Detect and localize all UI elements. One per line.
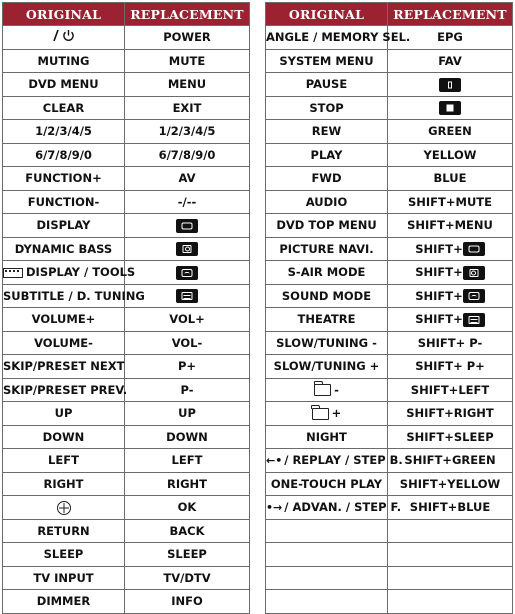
replacement-label: SHIFT+	[415, 265, 463, 279]
original-cell	[3, 96, 125, 120]
original-cell	[266, 120, 388, 144]
original-cell	[266, 26, 411, 50]
screen-key-icon	[463, 242, 485, 256]
replacement-cell	[125, 355, 250, 379]
header-replacement: REPLACEMENT	[388, 3, 513, 26]
replacement-cell	[125, 96, 250, 120]
replacement-label: SHIFT+	[415, 288, 463, 303]
table-row	[266, 590, 513, 614]
original-cell	[266, 73, 388, 97]
text-key-icon	[176, 289, 198, 303]
replacement-label: SHIFT+	[415, 312, 463, 326]
original-label: VOLUME+	[31, 312, 96, 327]
original-label: SLOW/TUNING +	[273, 359, 380, 374]
replacement-cell	[125, 543, 250, 567]
original-cell	[3, 519, 125, 543]
original-cell	[266, 261, 388, 285]
original-cell	[3, 308, 125, 332]
original-label: DYNAMIC BASS	[14, 241, 113, 256]
original-cell	[266, 425, 388, 449]
replacement-cell	[125, 190, 250, 214]
original-cell	[266, 49, 388, 73]
power-icon	[53, 29, 75, 45]
replacement-label: MENU	[167, 77, 207, 92]
replacement-cell	[388, 331, 513, 355]
replacement-cell	[125, 237, 250, 261]
replacement-cell	[125, 73, 250, 97]
original-label: FUNCTION+	[25, 171, 102, 186]
replacement-label: SHIFT+ P+	[415, 359, 485, 374]
original-label: NIGHT	[306, 429, 347, 444]
original-cell	[266, 496, 402, 520]
original-cell	[3, 120, 125, 144]
original-cell	[266, 590, 388, 614]
replacement-label: -/--	[177, 194, 197, 209]
original-cell	[3, 167, 125, 191]
folder-icon	[314, 384, 331, 396]
original-cell	[266, 566, 388, 590]
table-row	[3, 519, 250, 543]
original-cell	[266, 143, 388, 167]
replacement-label: SHIFT+	[415, 241, 463, 256]
original-label: PICTURE NAVI.	[279, 241, 374, 256]
original-label: THEATRE	[297, 312, 356, 327]
replacement-label: P+	[177, 359, 197, 374]
table-row	[266, 378, 513, 402]
original-label: REW	[311, 124, 342, 139]
original-label: / ADVAN. / STEP F.	[284, 500, 402, 515]
replacement-cell	[388, 425, 513, 449]
replacement-cell	[388, 143, 513, 167]
original-cell	[3, 284, 145, 308]
table-row	[3, 590, 250, 614]
stop-key-icon	[439, 101, 461, 115]
replacement-label: EPG	[437, 30, 463, 45]
replacement-label: AV	[178, 171, 196, 186]
table-row	[3, 284, 250, 308]
table-row	[3, 331, 250, 355]
table-row	[266, 355, 513, 379]
replay-arrow-icon: ←•	[266, 454, 283, 468]
replacement-label: SHIFT+MENU	[407, 218, 493, 233]
table-row	[266, 331, 513, 355]
original-label: VOLUME-	[34, 335, 93, 350]
original-cell	[3, 566, 125, 590]
original-label: RIGHT	[43, 476, 84, 491]
table-row	[266, 120, 513, 144]
original-label: DISPLAY / TOOLS	[26, 265, 136, 280]
table-row	[3, 49, 250, 73]
original-label: 1/2/3/4/5	[35, 124, 92, 139]
original-label: CLEAR	[42, 100, 85, 115]
original-label: SLEEP	[43, 547, 84, 562]
left-table-body	[3, 26, 250, 614]
original-label: MUTING	[37, 53, 90, 68]
replacement-cell	[125, 472, 250, 496]
table-row	[3, 449, 250, 473]
replacement-label: 1/2/3/4/5	[158, 124, 216, 139]
original-label: PAUSE	[305, 77, 348, 92]
replacement-label: SHIFT+RIGHT	[406, 406, 494, 421]
table-row	[266, 190, 513, 214]
replacement-label: OK	[177, 500, 197, 515]
table-row	[266, 425, 513, 449]
replacement-cell	[125, 120, 250, 144]
replacement-cell	[388, 449, 513, 473]
table-row	[3, 308, 250, 332]
replacement-label: YELLOW	[423, 147, 477, 162]
replacement-cell	[125, 214, 250, 238]
replacement-label: INFO	[171, 594, 203, 609]
header-original: ORIGINAL	[3, 3, 125, 26]
replacement-label: SHIFT+GREEN	[404, 453, 496, 468]
original-label: DOWN	[42, 429, 85, 444]
left-mapping-table	[2, 2, 250, 614]
original-label: DVD TOP MENU	[276, 218, 377, 233]
original-cell	[3, 214, 125, 238]
header-original: ORIGINAL	[266, 3, 388, 26]
table-row	[3, 496, 250, 520]
table-row	[266, 402, 513, 426]
original-label: ANGLE / MEMORY SEL.	[266, 30, 411, 45]
replacement-cell	[388, 190, 513, 214]
replacement-cell	[125, 402, 250, 426]
original-label: RETURN	[37, 523, 90, 538]
original-cell	[266, 167, 388, 191]
original-cell	[266, 190, 388, 214]
header-replacement: REPLACEMENT	[125, 3, 250, 26]
replacement-cell	[125, 566, 250, 590]
table-row	[266, 519, 513, 543]
original-cell	[266, 284, 388, 308]
original-cell	[3, 425, 125, 449]
replacement-label: FAV	[438, 53, 462, 68]
replacement-cell	[388, 261, 513, 285]
table-row	[3, 543, 250, 567]
table-row	[266, 143, 513, 167]
replacement-cell	[125, 143, 250, 167]
table-row	[266, 26, 513, 50]
replacement-cell	[388, 73, 513, 97]
table-row	[3, 167, 250, 191]
replacement-cell	[125, 308, 250, 332]
replacement-cell	[125, 378, 250, 402]
replacement-label: SHIFT+MUTE	[407, 194, 492, 209]
replacement-cell	[125, 449, 250, 473]
table-row	[266, 237, 513, 261]
original-label: DISPLAY	[36, 218, 91, 233]
original-cell	[3, 355, 125, 379]
original-label: DIMMER	[36, 594, 91, 609]
table-row	[3, 214, 250, 238]
picture-key-icon	[463, 289, 485, 303]
picture-key-icon	[176, 266, 198, 280]
original-cell	[266, 355, 388, 379]
table-row	[3, 26, 250, 50]
replacement-cell	[388, 96, 513, 120]
original-label: ONE-TOUCH PLAY	[270, 476, 383, 491]
replacement-cell	[125, 49, 250, 73]
original-cell	[266, 402, 388, 426]
original-label: SLOW/TUNING -	[276, 335, 377, 350]
replacement-cell	[388, 308, 513, 332]
replacement-cell	[125, 496, 250, 520]
table-row	[3, 190, 250, 214]
original-label: 6/7/8/9/0	[35, 147, 92, 162]
original-cell	[3, 26, 125, 50]
folder-icon	[312, 408, 329, 420]
table-row	[266, 284, 513, 308]
original-cell	[3, 449, 125, 473]
table-row	[266, 308, 513, 332]
table-row	[266, 496, 513, 520]
original-cell	[266, 331, 388, 355]
replacement-cell	[388, 355, 513, 379]
original-cell	[266, 237, 388, 261]
replacement-cell	[388, 120, 513, 144]
original-cell	[3, 590, 125, 614]
original-cell	[266, 519, 388, 543]
original-label: PLAY	[310, 147, 343, 162]
replacement-label: 6/7/8/9/0	[158, 147, 216, 162]
replacement-cell	[125, 167, 250, 191]
ok-cross-icon	[57, 501, 71, 515]
screen-key-icon	[176, 219, 198, 233]
table-row	[266, 449, 513, 473]
replacement-label: UP	[178, 406, 196, 421]
original-label: SKIP/PRESET PREV.	[3, 382, 128, 397]
replacement-label: SHIFT+LEFT	[410, 382, 490, 397]
original-label: DVD MENU	[28, 77, 99, 92]
table-row	[3, 472, 250, 496]
table-row	[3, 425, 250, 449]
replacement-label: GREEN	[428, 124, 472, 139]
table-row	[3, 73, 250, 97]
replacement-label: P-	[180, 382, 194, 397]
original-label: TV INPUT	[33, 570, 94, 585]
table-row	[3, 96, 250, 120]
table-row	[3, 237, 250, 261]
replacement-cell	[125, 331, 250, 355]
original-cell	[266, 96, 388, 120]
replacement-cell	[388, 519, 513, 543]
right-mapping-table	[265, 2, 513, 614]
replacement-label: LEFT	[171, 453, 203, 468]
replacement-label: SHIFT+ P-	[417, 335, 483, 350]
replacement-cell	[388, 590, 513, 614]
table-row	[3, 355, 250, 379]
original-cell	[3, 402, 125, 426]
original-label: LEFT	[48, 453, 79, 468]
replacement-label: BLUE	[433, 171, 467, 186]
table-row	[266, 96, 513, 120]
replacement-label: DOWN	[166, 429, 208, 444]
original-label: FUNCTION-	[27, 194, 100, 209]
replacement-label: VOL-	[171, 335, 203, 350]
replacement-cell	[388, 496, 513, 520]
table-row	[266, 472, 513, 496]
original-label: SOUND MODE	[281, 288, 372, 303]
replacement-cell	[388, 566, 513, 590]
table-header-row	[266, 3, 513, 26]
replacement-label: POWER	[163, 30, 211, 45]
table-row	[266, 261, 513, 285]
right-table-body	[266, 26, 513, 614]
table-row	[266, 566, 513, 590]
table-row	[3, 402, 250, 426]
original-cell	[3, 472, 125, 496]
original-cell	[3, 190, 125, 214]
original-label: SKIP/PRESET NEXT	[3, 359, 125, 374]
original-label: AUDIO	[305, 194, 348, 209]
table-row	[3, 261, 250, 285]
table-row	[266, 167, 513, 191]
original-cell	[3, 496, 125, 520]
replacement-label: MUTE	[168, 53, 206, 68]
table-row	[266, 73, 513, 97]
table-row	[3, 566, 250, 590]
replacement-label: SHIFT+YELLOW	[399, 476, 501, 491]
dots-display-icon	[3, 268, 23, 278]
original-label: SYSTEM MENU	[279, 53, 374, 68]
replacement-cell	[388, 472, 513, 496]
replacement-cell	[388, 378, 513, 402]
table-row	[266, 543, 513, 567]
replacement-label: EXIT	[172, 100, 202, 115]
replacement-label: VOL+	[169, 312, 205, 327]
original-cell	[3, 261, 136, 285]
pause-key-icon	[439, 78, 461, 92]
table-header-row	[3, 3, 250, 26]
table-row	[266, 49, 513, 73]
replacement-cell	[388, 49, 513, 73]
replacement-label: SHIFT+SLEEP	[406, 429, 494, 444]
replacement-cell	[388, 237, 513, 261]
original-cell	[266, 308, 388, 332]
original-cell	[3, 143, 125, 167]
replacement-cell	[388, 543, 513, 567]
original-cell	[266, 378, 388, 402]
advance-arrow-icon: •→	[266, 501, 283, 515]
original-cell	[3, 543, 125, 567]
replacement-cell	[388, 284, 513, 308]
replacement-cell	[125, 261, 250, 285]
original-cell	[3, 49, 125, 73]
original-label: / REPLAY / STEP B.	[284, 453, 403, 468]
original-cell	[266, 214, 388, 238]
original-label: FWD	[311, 171, 342, 186]
replacement-cell	[125, 519, 250, 543]
original-cell	[3, 73, 125, 97]
original-label: S-AIR MODE	[287, 265, 366, 280]
original-label: UP	[54, 406, 73, 421]
original-label: -	[334, 382, 339, 397]
replacement-label: SHIFT+BLUE	[409, 500, 491, 515]
replacement-cell	[125, 26, 250, 50]
table-row	[3, 143, 250, 167]
original-cell	[3, 237, 125, 261]
replacement-cell	[388, 402, 513, 426]
original-label: SUBTITLE / D. TUNING	[3, 288, 145, 303]
replacement-cell	[125, 425, 250, 449]
replacement-label: BACK	[169, 523, 205, 538]
replacement-label: TV/DTV	[163, 570, 211, 585]
bass-key-icon	[463, 266, 485, 280]
replacement-cell	[388, 214, 513, 238]
replacement-label: RIGHT	[166, 476, 208, 491]
replacement-label: SLEEP	[167, 547, 207, 562]
replacement-cell	[388, 167, 513, 191]
original-label: +	[331, 406, 342, 421]
text-key-icon	[463, 313, 485, 327]
table-row	[3, 120, 250, 144]
bass-key-icon	[176, 242, 198, 256]
original-cell	[266, 449, 403, 473]
original-cell	[266, 472, 388, 496]
table-row	[3, 378, 250, 402]
original-cell	[3, 378, 128, 402]
original-label: STOP	[309, 100, 344, 115]
original-cell	[266, 543, 388, 567]
table-row	[266, 214, 513, 238]
replacement-cell	[125, 590, 250, 614]
original-cell	[3, 331, 125, 355]
